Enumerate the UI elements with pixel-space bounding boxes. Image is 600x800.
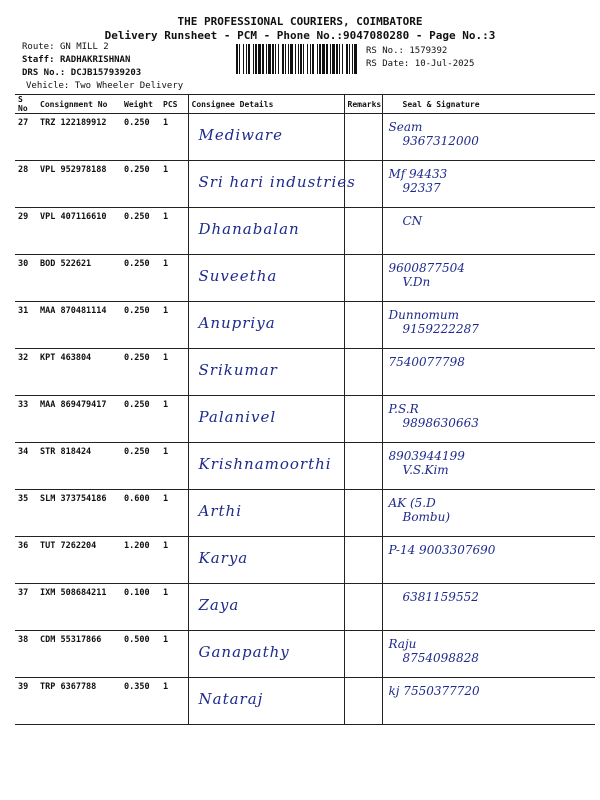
consignee-handwriting: Palanivel xyxy=(198,408,277,426)
row-consignment-no: CDM 55317866 xyxy=(37,631,121,678)
vehicle-label: Vehicle: xyxy=(26,81,70,91)
signature-handwriting xyxy=(389,684,480,698)
signature-line-1: Mf 94433 xyxy=(388,167,448,181)
staff-line xyxy=(22,55,130,65)
consignee-handwriting: Krishnamoorthi xyxy=(198,455,332,473)
row-consignee xyxy=(188,161,356,208)
signature-line-1: 7540077798 xyxy=(388,355,465,369)
signature-handwriting xyxy=(389,261,465,289)
row-weight: 0.250 xyxy=(121,396,160,443)
row-weight: 0.250 xyxy=(121,349,160,396)
rs-date-value: 10-Jul-2025 xyxy=(414,59,475,69)
signature-line-2: 8754098828 xyxy=(402,651,479,665)
row-seal-signature xyxy=(382,255,595,302)
row-consignee xyxy=(188,114,344,161)
col-remarks: Remarks xyxy=(344,95,382,114)
row-remarks xyxy=(344,443,382,490)
table-row xyxy=(15,161,595,208)
row-consignment-no: VPL 407116610 xyxy=(37,208,121,255)
table-row xyxy=(15,443,595,490)
row-pcs: 1 xyxy=(160,678,188,725)
row-seal-signature xyxy=(382,208,595,255)
signature-line-2: 92337 xyxy=(402,181,441,195)
row-weight: 0.250 xyxy=(121,208,160,255)
rs-no-value: 1579392 xyxy=(409,46,448,56)
signature-handwriting xyxy=(389,308,479,336)
signature-line-2: 9367312000 xyxy=(402,134,479,148)
row-seal-signature xyxy=(382,396,595,443)
row-weight: 0.250 xyxy=(121,161,160,208)
table-row xyxy=(15,678,595,725)
row-pcs: 1 xyxy=(160,255,188,302)
row-pcs: 1 xyxy=(160,161,188,208)
row-weight: 0.250 xyxy=(121,255,160,302)
row-remarks xyxy=(344,584,382,631)
consignee-handwriting: Karya xyxy=(198,549,249,567)
signature-line-2: 9898630663 xyxy=(402,416,479,430)
row-weight: 0.600 xyxy=(121,490,160,537)
row-weight: 1.200 xyxy=(121,537,160,584)
row-consignment-no: IXM 508684211 xyxy=(37,584,121,631)
signature-handwriting xyxy=(389,637,479,665)
row-pcs: 1 xyxy=(160,443,188,490)
vehicle-line xyxy=(26,81,183,91)
row-weight: 0.100 xyxy=(121,584,160,631)
row-consignee xyxy=(188,490,344,537)
row-sno: 37 xyxy=(15,584,37,631)
rs-no-label: RS No.: xyxy=(366,46,404,56)
row-seal-signature xyxy=(382,114,595,161)
signature-line-2: 9159222287 xyxy=(402,322,479,336)
signature-handwriting xyxy=(389,214,423,228)
row-remarks xyxy=(344,302,382,349)
row-pcs: 1 xyxy=(160,208,188,255)
row-consignment-no: KPT 463804 xyxy=(37,349,121,396)
row-weight: 0.350 xyxy=(121,678,160,725)
row-consignee xyxy=(188,349,344,396)
row-pcs: 1 xyxy=(160,302,188,349)
table-row xyxy=(15,490,595,537)
row-sno: 33 xyxy=(15,396,37,443)
signature-handwriting xyxy=(389,402,479,430)
signature-handwriting xyxy=(389,167,448,195)
row-consignment-no: TRZ 122189912 xyxy=(37,114,121,161)
row-sno: 35 xyxy=(15,490,37,537)
row-consignment-no: SLM 373754186 xyxy=(37,490,121,537)
signature-line-1: Dunnomum xyxy=(388,308,460,322)
row-consignee xyxy=(188,208,344,255)
row-seal-signature xyxy=(382,443,595,490)
signature-handwriting xyxy=(389,496,451,524)
consignee-handwriting: Suveetha xyxy=(198,267,278,285)
row-sno: 39 xyxy=(15,678,37,725)
row-seal-signature xyxy=(382,584,595,631)
signature-line-2: V.Dn xyxy=(402,275,431,289)
row-consignment-no: VPL 952978188 xyxy=(37,161,121,208)
row-seal-signature xyxy=(382,161,595,208)
row-consignment-no: TRP 6367788 xyxy=(37,678,121,725)
row-remarks xyxy=(344,208,382,255)
signature-line-2: Bombu) xyxy=(402,510,451,524)
row-seal-signature xyxy=(382,302,595,349)
row-remarks xyxy=(344,114,382,161)
consignee-handwriting: Sri hari industries xyxy=(198,173,356,191)
row-seal-signature xyxy=(382,490,595,537)
row-consignment-no: TUT 7262204 xyxy=(37,537,121,584)
signature-line-1: 8903944199 xyxy=(388,449,465,463)
runsheet-subtitle: Delivery Runsheet - PCM - Phone No.:9047080280 - Page No.:3 xyxy=(104,29,496,42)
table-header-row xyxy=(15,95,595,114)
row-sno: 36 xyxy=(15,537,37,584)
row-seal-signature xyxy=(382,631,595,678)
row-remarks xyxy=(344,678,382,725)
route-label: Route: xyxy=(22,42,55,52)
row-remarks xyxy=(344,396,382,443)
signature-line-1: Seam xyxy=(388,120,423,134)
row-pcs: 1 xyxy=(160,396,188,443)
consignee-handwriting: Anupriya xyxy=(198,314,276,332)
row-remarks xyxy=(344,631,382,678)
row-sno: 28 xyxy=(15,161,37,208)
row-remarks xyxy=(344,349,382,396)
signature-line-2: V.S.Kim xyxy=(402,463,449,477)
consignee-handwriting: Zaya xyxy=(198,596,240,614)
row-pcs: 1 xyxy=(160,349,188,396)
barcode-icon xyxy=(236,44,358,74)
table-row xyxy=(15,584,595,631)
table-row xyxy=(15,208,595,255)
signature-handwriting xyxy=(389,590,479,604)
row-consignment-no: BOD 522621 xyxy=(37,255,121,302)
runsheet-table xyxy=(15,94,595,725)
staff-label: Staff: xyxy=(22,55,55,65)
col-consignment: Consignment No xyxy=(37,95,121,114)
col-pcs: PCS xyxy=(160,95,188,114)
signature-handwriting xyxy=(389,355,465,369)
consignee-handwriting: Srikumar xyxy=(198,361,278,379)
signature-line-1: kj 7550377720 xyxy=(388,684,480,698)
drs-value: DCJB157939203 xyxy=(70,68,142,78)
table-row xyxy=(15,349,595,396)
row-consignee xyxy=(188,302,344,349)
row-consignee xyxy=(188,631,344,678)
signature-line-2: 6381159552 xyxy=(402,590,479,604)
row-consignee xyxy=(188,537,344,584)
table-row xyxy=(15,537,595,584)
row-sno: 27 xyxy=(15,114,37,161)
consignee-handwriting: Dhanabalan xyxy=(198,220,300,238)
row-remarks xyxy=(344,537,382,584)
signature-line-1: Raju xyxy=(388,637,417,651)
row-consignee xyxy=(188,584,344,631)
row-seal-signature xyxy=(382,537,595,584)
signature-line-1: 9600877504 xyxy=(388,261,465,275)
row-consignment-no: MAA 869479417 xyxy=(37,396,121,443)
company-title: THE PROFESSIONAL COURIERS, COIMBATORE xyxy=(177,15,423,28)
signature-line-1: P-14 9003307690 xyxy=(388,543,496,557)
rs-no-line xyxy=(366,46,447,56)
drs-label: DRS No.: xyxy=(22,68,66,78)
row-sno: 38 xyxy=(15,631,37,678)
row-consignee xyxy=(188,678,344,725)
signature-handwriting xyxy=(389,543,496,557)
signature-line-2: CN xyxy=(402,214,423,228)
signature-line-1: AK (5.D xyxy=(388,496,436,510)
row-seal-signature xyxy=(382,349,595,396)
row-pcs: 1 xyxy=(160,584,188,631)
row-consignee xyxy=(188,443,344,490)
row-consignment-no: MAA 870481114 xyxy=(37,302,121,349)
row-sno: 31 xyxy=(15,302,37,349)
signature-handwriting xyxy=(389,449,465,477)
row-sno: 32 xyxy=(15,349,37,396)
table-row xyxy=(15,396,595,443)
row-sno: 34 xyxy=(15,443,37,490)
consignee-handwriting: Mediware xyxy=(198,126,283,144)
row-sno: 30 xyxy=(15,255,37,302)
consignee-handwriting: Nataraj xyxy=(198,690,264,708)
col-seal: Seal & Signature xyxy=(382,95,595,114)
rs-date-label: RS Date: xyxy=(366,59,410,69)
signature-line-1: P.S.R xyxy=(388,402,419,416)
rs-date-line xyxy=(366,59,474,69)
signature-handwriting xyxy=(389,120,479,148)
row-remarks xyxy=(344,255,382,302)
consignee-handwriting: Arthi xyxy=(198,502,242,520)
row-remarks xyxy=(344,490,382,537)
row-seal-signature xyxy=(382,678,595,725)
row-weight: 0.500 xyxy=(121,631,160,678)
row-sno: 29 xyxy=(15,208,37,255)
col-consignee: Consignee Details xyxy=(188,95,344,114)
drs-line xyxy=(22,68,141,78)
route-line xyxy=(22,42,109,52)
route-value: GN MILL 2 xyxy=(59,42,109,52)
row-pcs: 1 xyxy=(160,537,188,584)
consignee-handwriting: Ganapathy xyxy=(198,643,290,661)
row-pcs: 1 xyxy=(160,114,188,161)
col-sno: S No xyxy=(15,95,37,114)
row-weight: 0.250 xyxy=(121,114,160,161)
vehicle-value: Two Wheeler Delivery xyxy=(74,81,184,91)
row-pcs: 1 xyxy=(160,631,188,678)
row-consignment-no: STR 818424 xyxy=(37,443,121,490)
table-row xyxy=(15,114,595,161)
row-pcs: 1 xyxy=(160,490,188,537)
staff-value: RADHAKRISHNAN xyxy=(59,55,131,65)
row-weight: 0.250 xyxy=(121,443,160,490)
table-row xyxy=(15,255,595,302)
row-consignee xyxy=(188,255,344,302)
col-weight: Weight xyxy=(121,95,160,114)
row-weight: 0.250 xyxy=(121,302,160,349)
table-row xyxy=(15,302,595,349)
row-consignee xyxy=(188,396,344,443)
table-row xyxy=(15,631,595,678)
